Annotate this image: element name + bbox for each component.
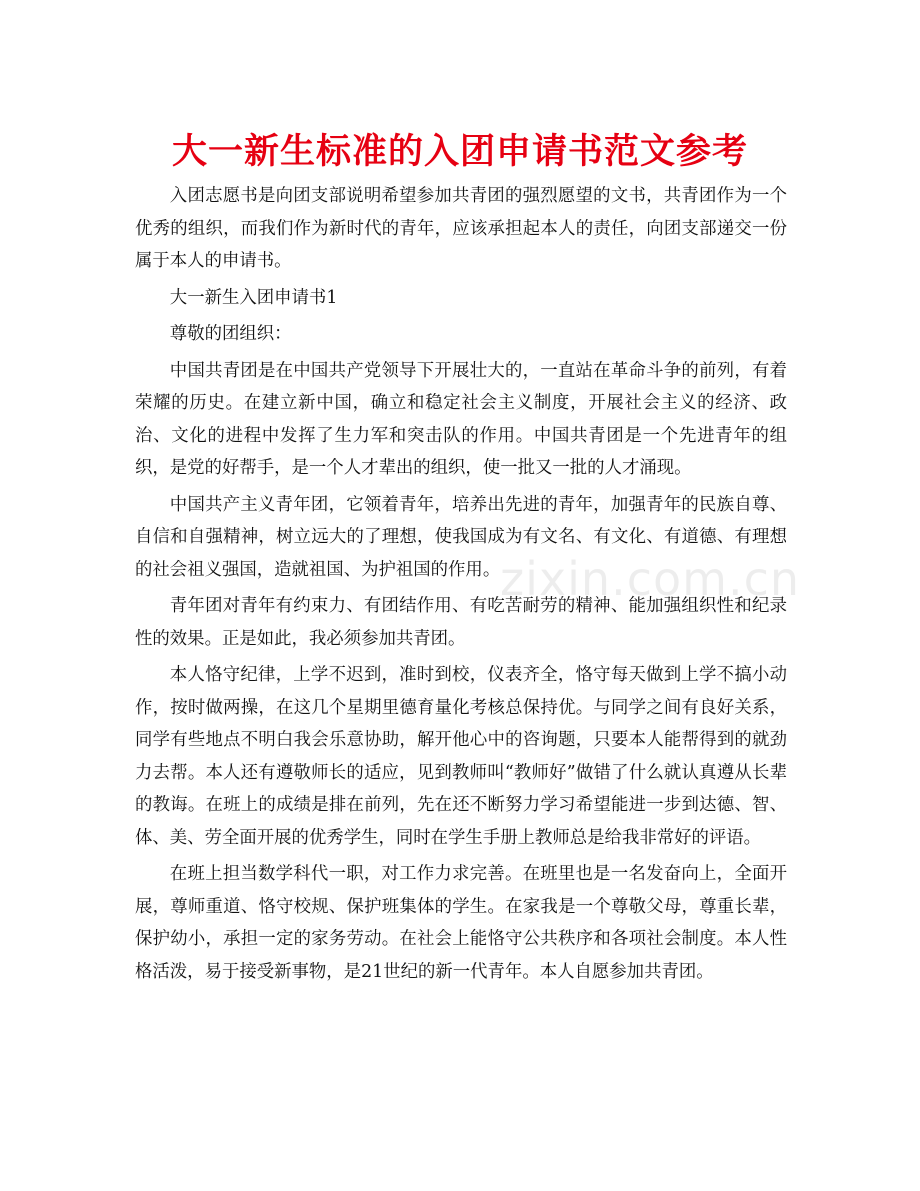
intro-paragraph: 入团志愿书是向团支部说明希望参加共青团的强烈愿望的文书，共青团作为一个优秀的组织，而我们作为新时代的青年，应该承担起本人的责任，向团支部递交一份属于本人的申请书。 — [135, 186, 787, 271]
document-title: 大一新生标准的入团申请书范文参考 — [171, 132, 748, 172]
watermark: zixin.com.cn — [500, 552, 801, 606]
body-paragraph: 在班上担当数学科代一职，对工作力求完善。在班里也是一名发奋向上，全面开展，尊师重道、恪守校规、保护班集体的学生。在家我是一个尊敬父母，尊重长辈，保护幼小，承担一定的家务劳动。在社会上能恪守公共秩序和各项社会制度。本人性格活泼，易于接受新事物，是21世纪的新一代青年。本人自愿参加共青团。 — [135, 864, 787, 982]
salutation: 尊敬的团组织： — [169, 324, 292, 344]
body-paragraph: 中国共产主义青年团，它领着青年，培养出先进的青年，加强青年的民族自尊、自信和自强精神，树立远大的了理想，使我国成为有文名、有文化、有道德、有理想的社会祖义强国，造就祖国、为护祖国的作用。 — [135, 494, 787, 580]
body-paragraph: 本人恪守纪律，上学不迟到，准时到校，仪表齐全，恪守每天做到上学不搞小动作，按时做两操，在这几个星期里德育量化考核总保持优。与同学之间有良好关系，同学有些地点不明白我会乐意协助，解开他心中的咨询题，只要本人能帮得到的就劲力去帮。本人还有遵敬师长的适应，见到教师叫“教师好”做错了什么就认真遵从长辈的教诲。在班上的成绩是排在前列，先在还不断努力学习希望能进一步到达德、智、体、美、劳全面开展的优秀学生，同时在学生手册上教师总是给我非常好的评语。 — [135, 665, 787, 848]
body-paragraph: 青年团对青年有约束力、有团结作用、有吃苦耐劳的精神、能加强组织性和纪录性的效果。正是如此，我必须参加共青团。 — [135, 596, 787, 649]
body-paragraph: 中国共青团是在中国共产党领导下开展壮大的，一直站在革命斗争的前列，有着荣耀的历史。在建立新中国，确立和稳定社会主义制度，开展社会主义的经济、政治、文化的进程中发挥了生力军和突击队的作用。中国共青团是一个先进青年的组织，是党的好帮手，是一个人才辈出的组织，使一批又一批的人才涌现。 — [135, 360, 787, 478]
document-body — [135, 180, 787, 988]
section-heading: 大一新生入团申请书1 — [169, 287, 338, 308]
